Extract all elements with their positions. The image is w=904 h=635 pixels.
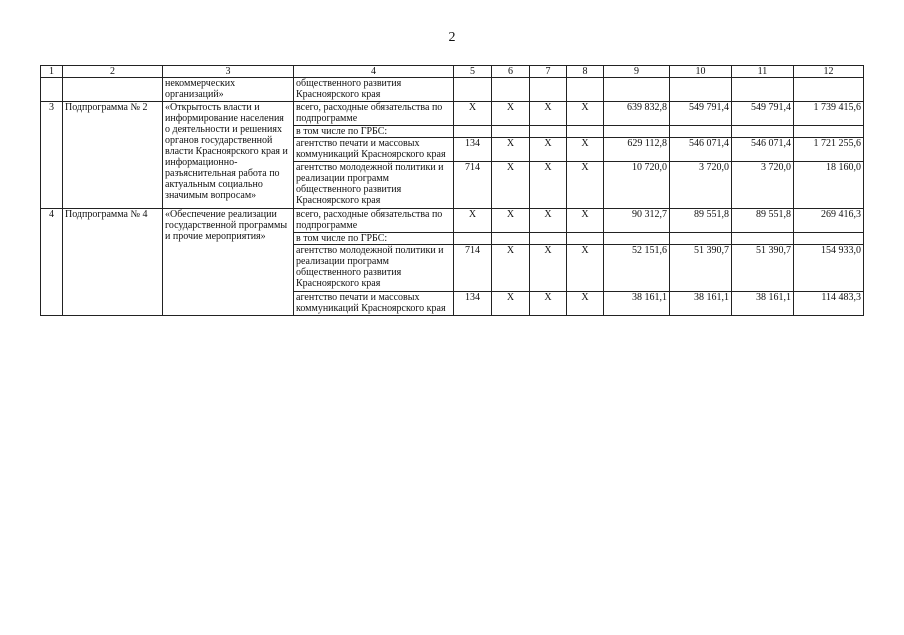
table-row: агентство молодежной политики и реализации программ общественного развития Красноярского края 714 Х Х Х 52 151,6 51 390,7 51 390,7 154 933,0 — [41, 245, 864, 292]
header-cell: 1 — [41, 66, 63, 78]
header-cell: 10 — [670, 66, 732, 78]
cell-description: некоммерческих организаций» — [163, 78, 294, 102]
cell-label: агентство печати и массовых коммуникаций Красноярского края — [294, 292, 454, 316]
header-row — [41, 66, 864, 78]
header-cell: 7 — [530, 66, 567, 78]
table-row: агентство молодежной политики и реализации программ общественного развития Красноярского края 714 Х Х Х 10 720,0 3 720,0 3 720,0 18 160,0 — [41, 162, 864, 209]
header-cell: 11 — [732, 66, 794, 78]
header-cell: 2 — [63, 66, 163, 78]
header-cell: 12 — [794, 66, 864, 78]
header-cell: 3 — [163, 66, 294, 78]
table-row: агентство печати и массовых коммуникаций Красноярского края 134 Х Х Х 38 161,1 38 161,1 38 161,1 114 483,3 — [41, 292, 864, 316]
header-cell: 5 — [454, 66, 492, 78]
cell-label: всего, расходные обязательства по подпрограмме — [294, 209, 454, 233]
cell-label: всего, расходные обязательства по подпрограмме — [294, 102, 454, 126]
cell-label: в том числе по ГРБС: — [294, 126, 454, 138]
cell-label: агентство молодежной политики и реализации программ общественного развития Красноярского края — [294, 162, 454, 209]
header-cell: 8 — [567, 66, 604, 78]
header-cell: 6 — [492, 66, 530, 78]
cell-label: агентство печати и массовых коммуникаций Красноярского края — [294, 138, 454, 162]
row-number: 4 — [41, 209, 63, 316]
row-number: 3 — [41, 102, 63, 209]
subprogram-description: «Открытость власти и информирование населения о деятельности и решениях органов государственной власти Красноярского края и информационно-разъяснительная работа по актуальным социально значимым вопросам» — [163, 102, 294, 209]
table-row: 3 Подпрограмма № 2 «Открытость власти и информирование населения о деятельности и решениях органов государственной власти Красноярского края и информационно-разъяснительная работа по актуальным социально значимым вопросам» всего, расходные обязательства по подпрограмме Х Х Х Х 639 832,8 549 791,4 549 791,4 1 739 415,6 — [41, 102, 864, 126]
header-cell: 9 — [604, 66, 670, 78]
header-cell: 4 — [294, 66, 454, 78]
cell-label: в том числе по ГРБС: — [294, 233, 454, 245]
table-row: 4 Подпрограмма № 4 «Обеспечение реализации государственной программы и прочие мероприятия» всего, расходные обязательства по подпрограмме Х Х Х Х 90 312,7 89 551,8 89 551,8 269 416,3 — [41, 209, 864, 233]
table-row: агентство печати и массовых коммуникаций Красноярского края 134 Х Х Х 629 112,8 546 071,4 546 071,4 1 721 255,6 — [41, 138, 864, 162]
cell-label: агентство молодежной политики и реализации программ общественного развития Красноярского края — [294, 245, 454, 292]
subprogram-description: «Обеспечение реализации государственной программы и прочие мероприятия» — [163, 209, 294, 316]
subprogram-name: Подпрограмма № 2 — [63, 102, 163, 209]
budget-table — [40, 65, 864, 316]
subprogram-name: Подпрограмма № 4 — [63, 209, 163, 316]
page-number: 2 — [448, 30, 456, 45]
cell-label: общественного развития Красноярского края — [294, 78, 454, 102]
table-row — [41, 78, 864, 102]
